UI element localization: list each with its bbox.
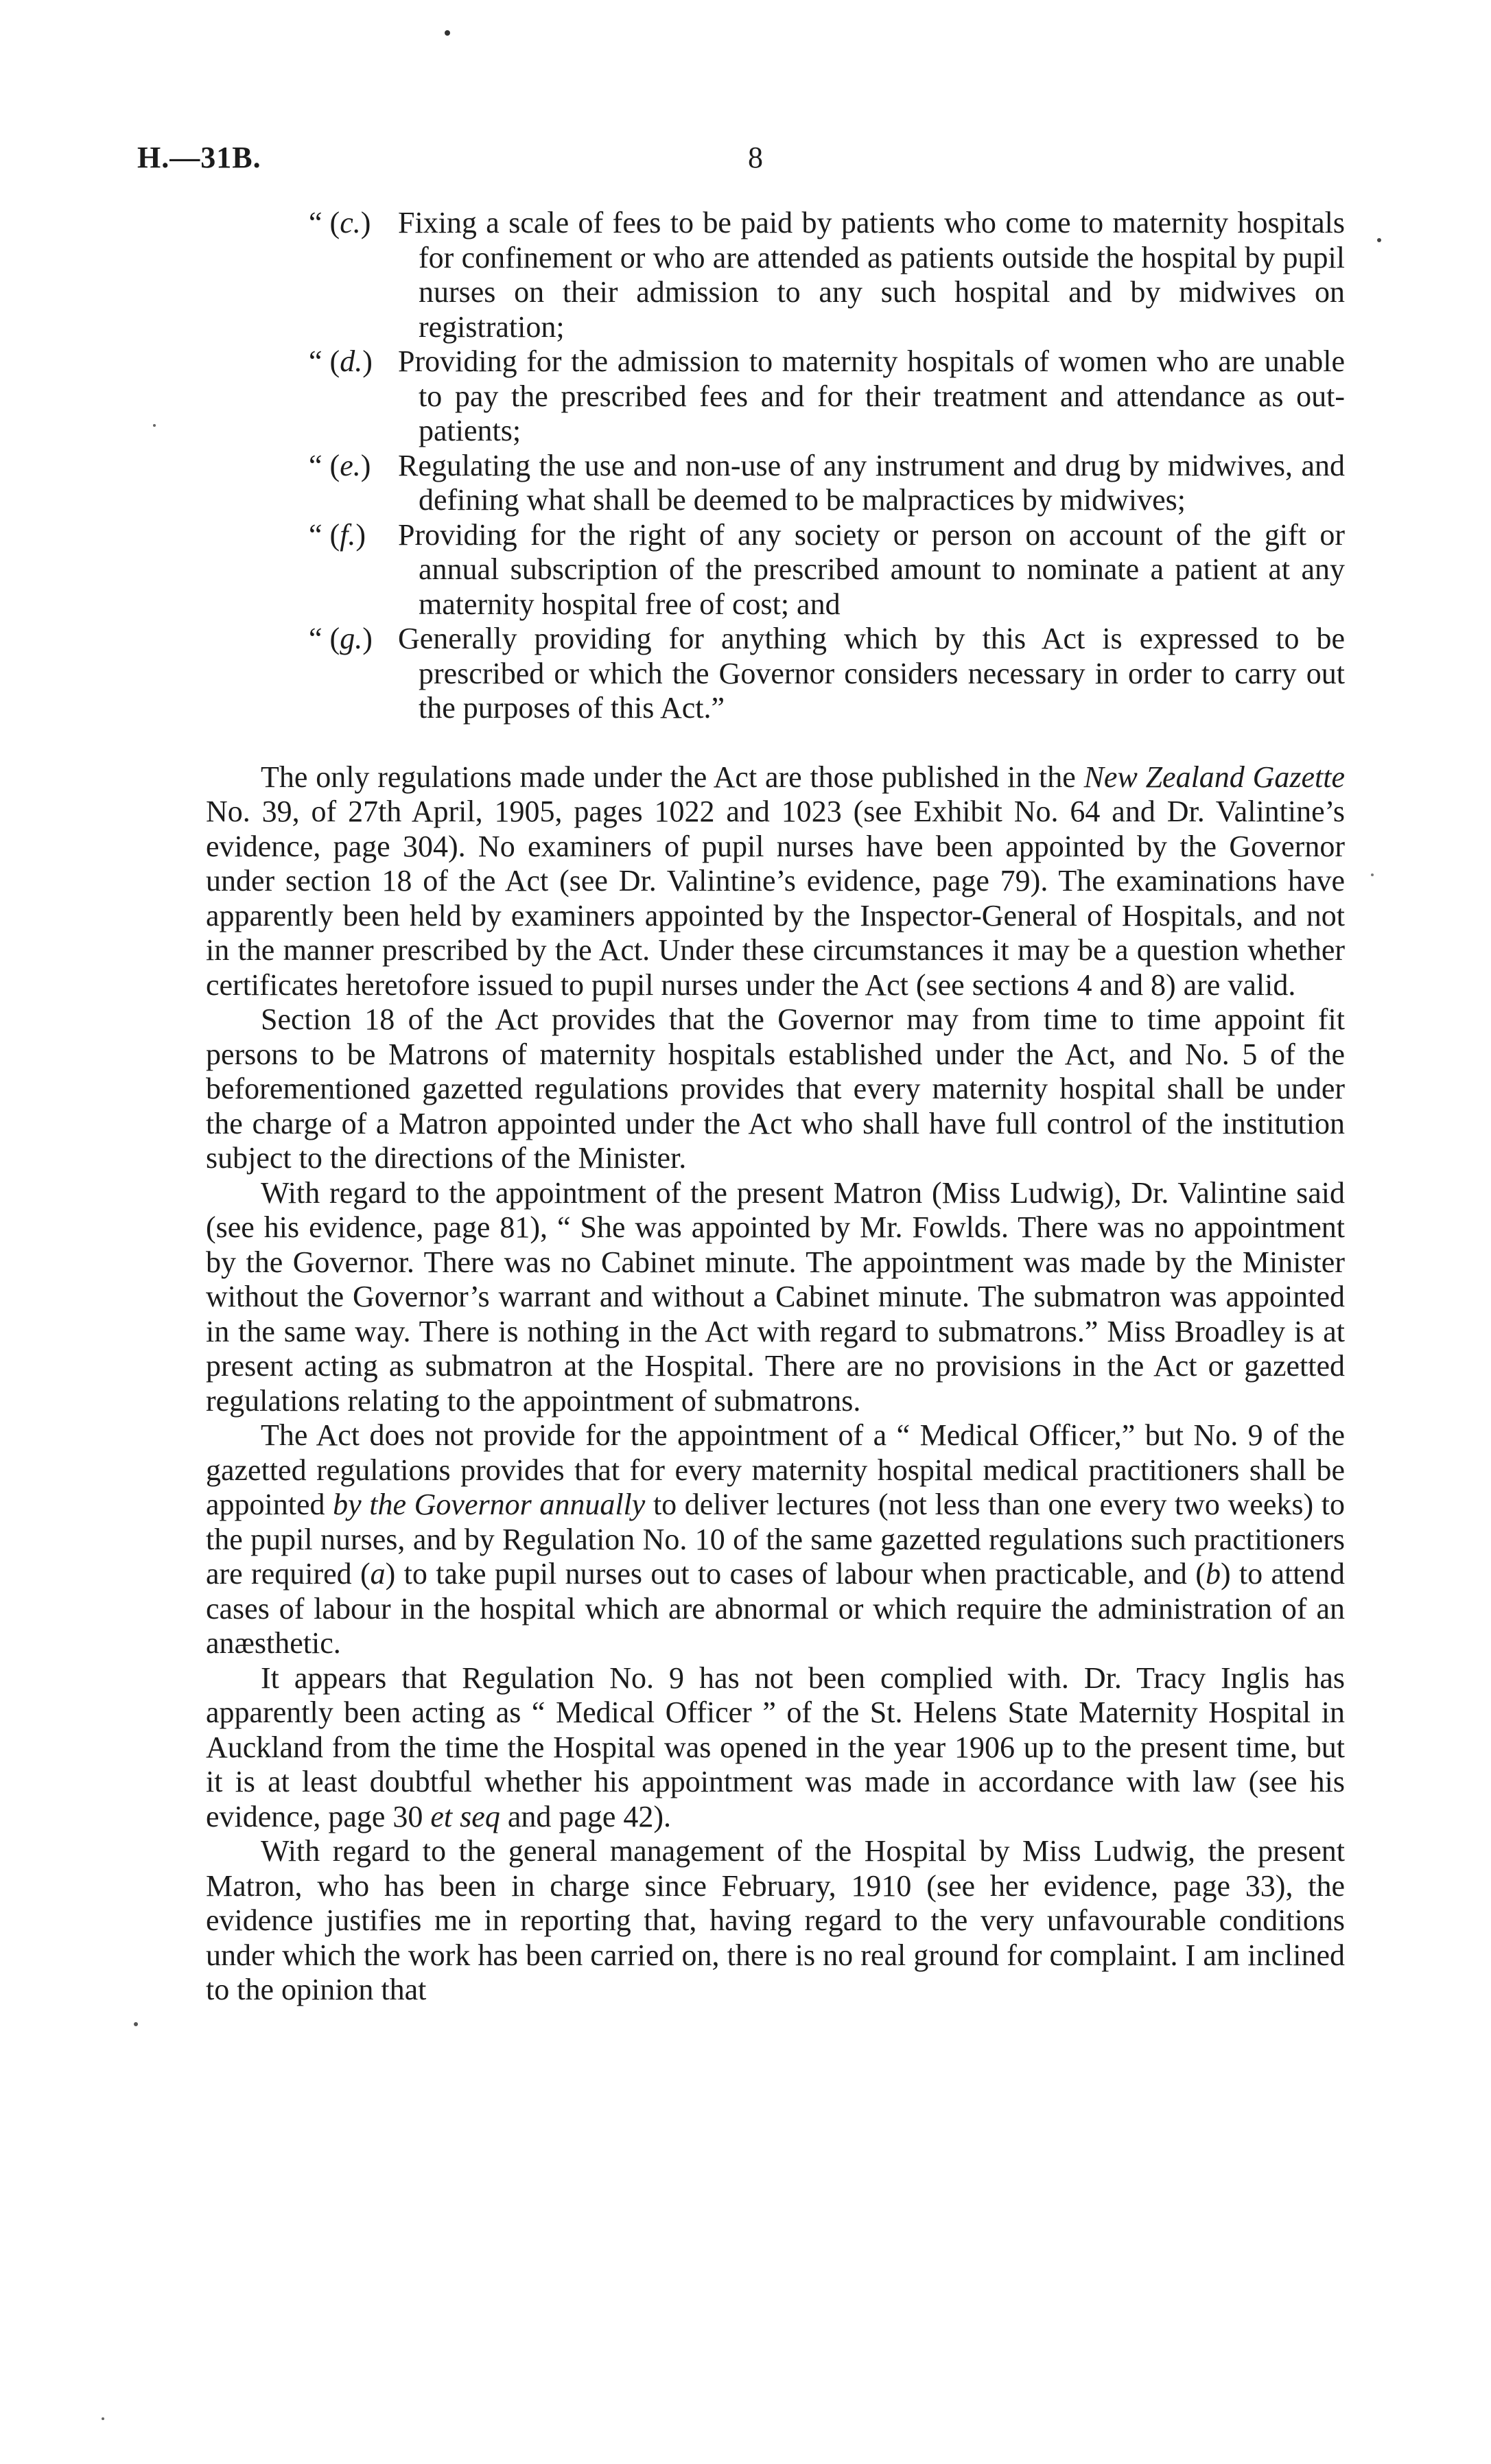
clause-text: Fixing a scale of fees to be paid by patients who come to maternity hospitals for confinement or who are attended as patients outside the hospital by pupil nurses on their admission to any such hospital and by midwives on registration;: [398, 206, 1345, 344]
speck-dot: [1377, 238, 1381, 242]
clause-d: [206, 344, 1345, 449]
paragraph-regulations: The only regulations made under the Act are those published in the New Zealand Gazette No. 39, of 27th April, 1905, pages 1022 and 1023 (see Exhibit No. 64 and Dr. Valintine’s evidence, page 304). No examiners of pupil nurses have been appointed by the Governor under section 18 of the Act (see Dr. Valintine’s evidence, page 79). The examinations have apparently been held by examiners appointed by the Inspector-General of Hospitals, and not in the manner prescribed by the Act. Under these circumstances it may be a question whether certificates heretofore issued to pupil nurses under the Act (see sections 4 and 8) are valid.: [206, 760, 1345, 1002]
clause-label: “ (c.): [309, 206, 371, 239]
page-number: 8: [748, 141, 763, 174]
clause-f: [206, 518, 1345, 622]
paragraph-section-18: Section 18 of the Act provides that the Governor may from time to time appoint fit persons to be Matrons of maternity hospitals established under the Act, and No. 5 of the beforementioned gazetted regulations provides that every maternity hospital shall be under the charge of a Matron appointed under the Act who shall have full control of the institution subject to the directions of the Minister.: [206, 1002, 1345, 1175]
page-body: [206, 206, 1345, 2008]
speck-dot: [153, 424, 156, 427]
clause-g: [206, 622, 1345, 726]
clause-text: Providing for the right of any society or person on account of the gift or annual subscription of the prescribed amount to nominate a patient at any maternity hospital free of cost; and: [398, 517, 1345, 621]
paragraph-general-management: With regard to the general management of the Hospital by Miss Ludwig, the present Matron, who has been in charge since February, 1910 (see her evidence, page 33), the evidence justifies me in reporting that, having regard to the very unfavourable conditions under which the work has been carried on, there is no real ground for complaint. I am inclined to the opinion that: [206, 1834, 1345, 2006]
clause-text: Generally providing for anything which by this Act is expressed to be prescribed or which the Governor considers necessary in order to carry out the purposes of this Act.”: [398, 622, 1345, 725]
clause-label: “ (f.): [309, 517, 366, 552]
clause-e: [206, 449, 1345, 518]
clause-text: Regulating the use and non-use of any instrument and drug by midwives, and defining what shall be deemed to be malpractices by midwives;: [398, 448, 1345, 517]
speck-dot: [134, 2022, 138, 2026]
clause-c: [206, 206, 1345, 344]
speck-dot: [1371, 873, 1374, 876]
clause-label: “ (e.): [309, 448, 371, 482]
clause-label: “ (d.): [309, 344, 373, 378]
document-reference: H.—31B.: [137, 141, 261, 174]
paragraph-medical-officer: The Act does not provide for the appointment of a “ Medical Officer,” but No. 9 of the gazetted regulations provides that for every maternity hospital medical practitioners shall be appointed by the Governor annually to deliver lectures (not less than one every two weeks) to the pupil nurses, and by Regulation No. 10 of the same gazetted regulations such practitioners are required (a) to take pupil nurses out to cases of labour when practicable, and (b) to attend cases of labour in the hospital which are abnormal or which require the administration of an anæsthetic.: [206, 1418, 1346, 1660]
paragraph-matron-appointment: With regard to the appointment of the present Matron (Miss Ludwig), Dr. Valintine said (see his evidence, page 81), “ She was appointed by Mr. Fowlds. There was no appointment by the Governor. There was no Cabinet minute. The appointment was made by the Minister without the Governor’s warrant and without a Cabinet minute. The submatron was appointed in the same way. There is nothing in the Act with regard to submatrons.” Miss Broadley is at present acting as submatron at the Hospital. There are no provisions in the Act or gazetted regulations relating to the appointment of submatrons.: [206, 1175, 1345, 1418]
speck-dot: [445, 30, 450, 36]
page-header: [137, 137, 1345, 178]
gazette-title: New Zealand Gazette: [1083, 760, 1345, 794]
speck-dot: [102, 2417, 104, 2420]
clause-text: Providing for the admission to maternity hospitals of women who are unable to pay the prescribed fees and for their treatment and attendance as out-patients;: [398, 344, 1345, 447]
paragraph-regulation-9: It appears that Regulation No. 9 has not been complied with. Dr. Tracy Inglis has apparently been acting as “ Medical Officer ” of the St. Helens State Maternity Hospital in Auckland from the time the Hospital was opened in the year 1906 up to the present time, but it is at least doubtful whether his appointment was made in accordance with law (see his evidence, page 30 et seq and page 42).: [206, 1661, 1345, 1833]
clause-label: “ (g.): [309, 622, 373, 655]
